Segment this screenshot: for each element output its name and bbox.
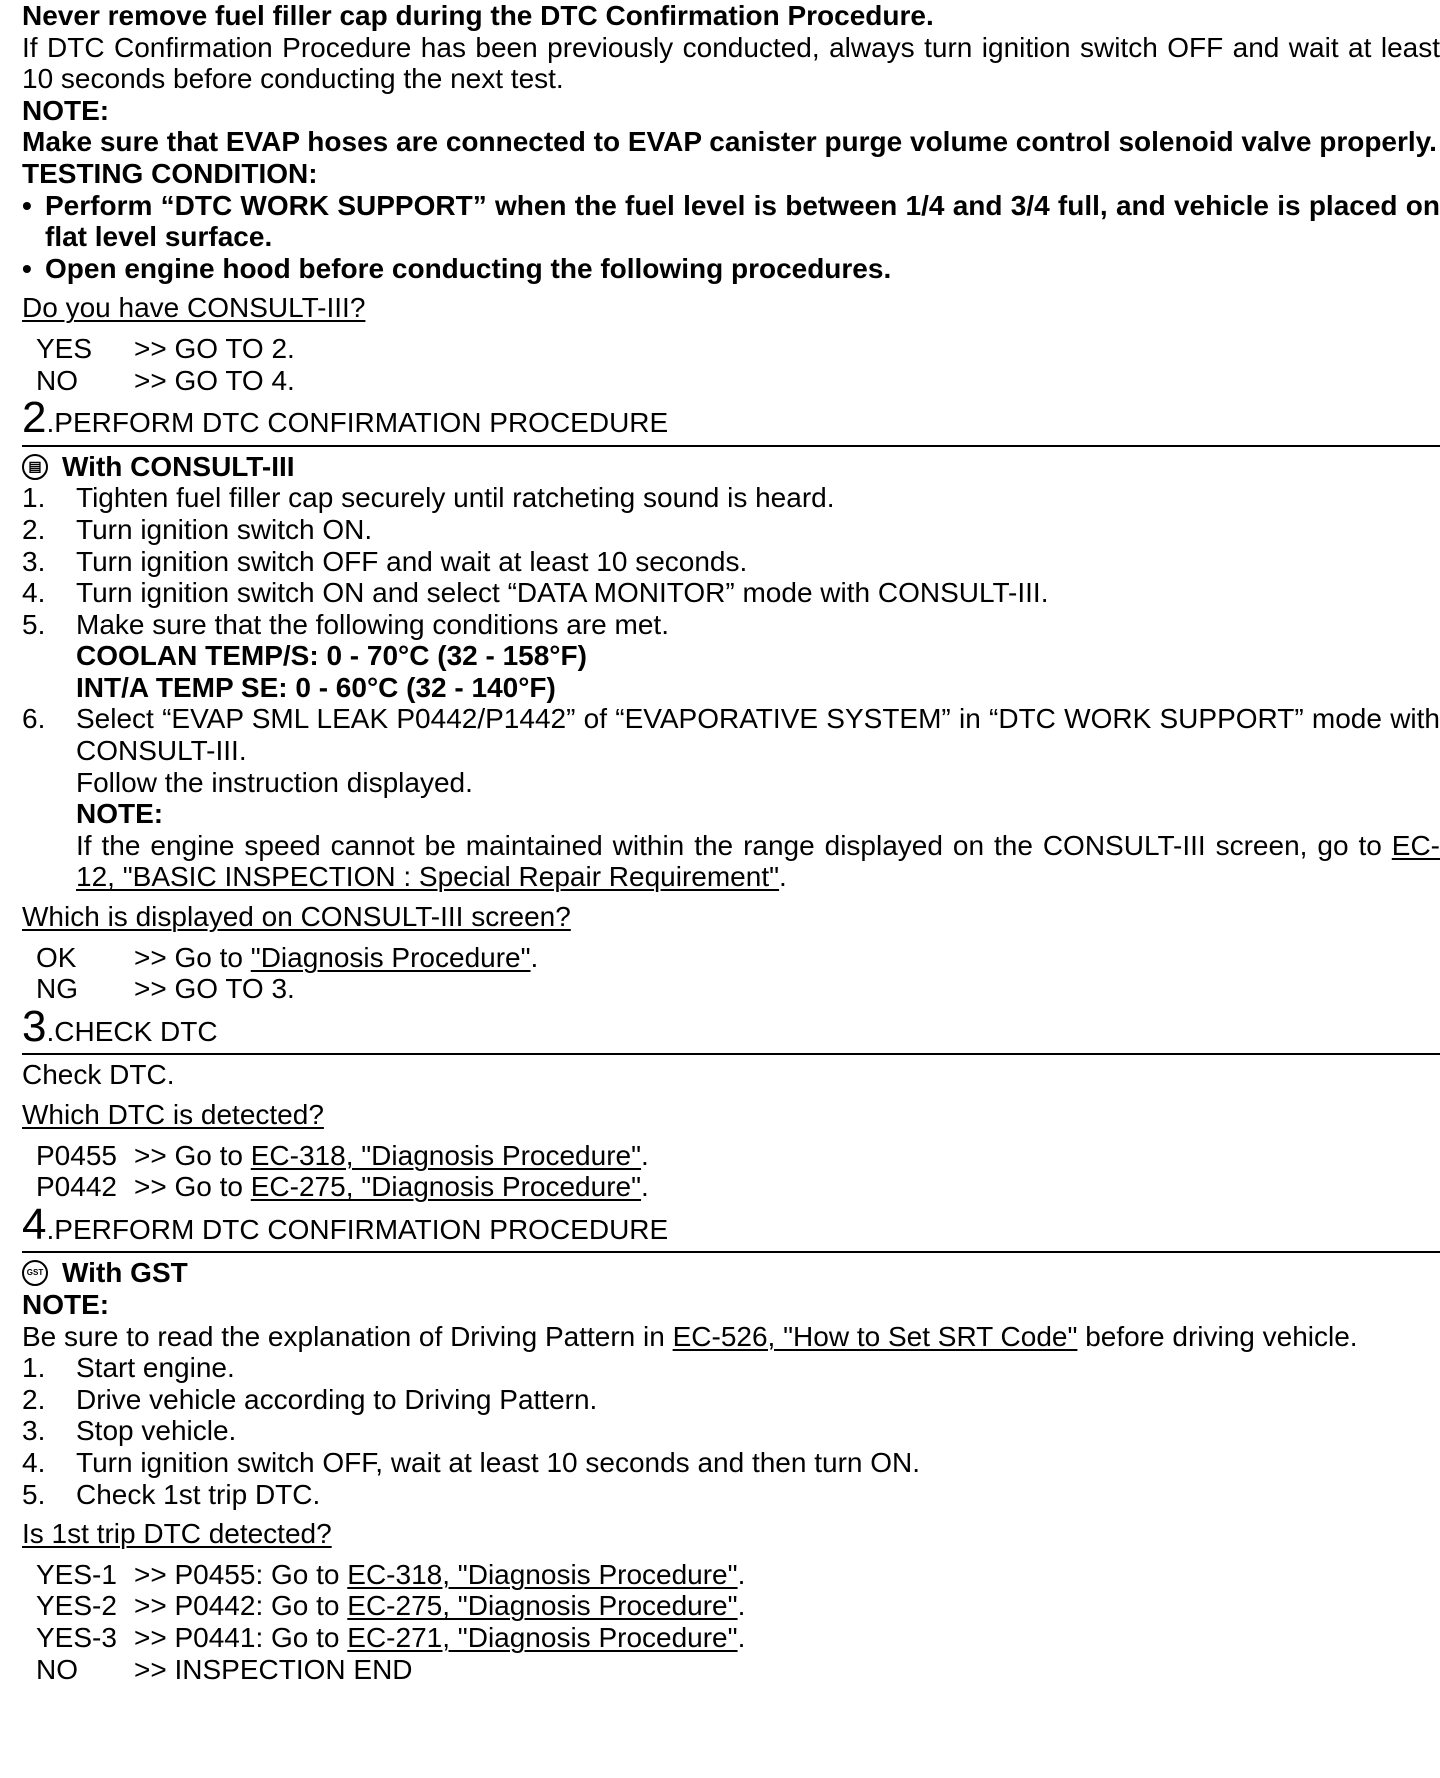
testing-condition-item: • Open engine hood before conducting the following procedures. (22, 252, 892, 284)
question-dtc: Which DTC is detected? (22, 1099, 324, 1130)
list-item: 4. Turn ignition switch ON and select “DATA MONITOR” mode with CONSULT-III. (22, 577, 1049, 609)
link-diagnosis-procedure[interactable]: "Diagnosis Procedure" (250, 941, 531, 973)
answer-row: P0455 >> Go to EC-318, "Diagnosis Procedure". (36, 1139, 649, 1171)
gst-tool-icon: GST (22, 1260, 48, 1286)
testing-condition-item: • Perform “DTC WORK SUPPORT” when the fuel level is between 1/4 and 3/4 full, and vehicle is placed on flat level surface. (22, 189, 1440, 253)
step-3-header: 3 . CHECK DTC (22, 1007, 1440, 1056)
subhead-gst: GST With GST (22, 1257, 1440, 1289)
condition-coolant: COOLAN TEMP/S: 0 - 70°C (32 - 158°F) (76, 640, 587, 672)
list-item: 5. Make sure that the following conditions are met. (22, 608, 669, 640)
link-ec-271[interactable]: EC-271, "Diagnosis Procedure" (347, 1621, 738, 1653)
condition-intake: INT/A TEMP SE: 0 - 60°C (32 - 140°F) (76, 671, 556, 703)
list-item: 5. Check 1st trip DTC. (22, 1478, 321, 1510)
step-2-header: 2 . PERFORM DTC CONFIRMATION PROCEDURE (22, 398, 1440, 447)
note-label: NOTE: (76, 798, 164, 830)
caution-ignition-text: If DTC Confirmation Procedure has been previously conducted, always turn ignition switch OFF and wait at least 10 seconds before conducting the next test. (22, 31, 1440, 95)
answer-row: P0442 >> Go to EC-275, "Diagnosis Procedure". (36, 1171, 649, 1203)
list-item: 3. Turn ignition switch OFF and wait at least 10 seconds. (22, 545, 748, 577)
answer-row: NG >> GO TO 3. (36, 973, 295, 1005)
link-ec-275[interactable]: EC-275, "Diagnosis Procedure" (347, 1590, 738, 1622)
list-item: 1. Tighten fuel filler cap securely until ratcheting sound is heard. (22, 482, 835, 514)
step-number: 4 (22, 1199, 47, 1249)
note-evap-hoses: Make sure that EVAP hoses are connected to EVAP canister purge volume control solenoid valve properly. (22, 126, 1437, 158)
link-ec-318[interactable]: EC-318, "Diagnosis Procedure" (347, 1558, 738, 1590)
bullet-icon: • (22, 252, 32, 284)
list-item: 2. Turn ignition switch ON. (22, 513, 373, 545)
list-item: 1. Start engine. (22, 1352, 235, 1384)
note-driving-pattern: Be sure to read the explanation of Driving Pattern in EC-526, "How to Set SRT Code" before driving vehicle. (22, 1320, 1358, 1352)
step-number: 3 (22, 1001, 47, 1051)
follow-instruction: Follow the instruction displayed. (76, 766, 473, 798)
list-item: 4. Turn ignition switch OFF, wait at least 10 seconds and then turn ON. (22, 1446, 921, 1478)
answer-row: YES-1 >> P0455: Go to EC-318, "Diagnosis Procedure". (36, 1558, 746, 1590)
note-engine-speed: If the engine speed cannot be maintained within the range displayed on the CONSULT-III screen, go to EC-12, "BASIC INSPECTION : Special Repair Requirement". (76, 829, 1440, 893)
subhead-consult: ▤ With CONSULT-III (22, 451, 1440, 483)
step-number: 2 (22, 393, 47, 443)
answer-row: YES-2 >> P0442: Go to EC-275, "Diagnosis Procedure". (36, 1590, 746, 1622)
question-consult: Do you have CONSULT-III? (22, 292, 366, 324)
link-ec-12[interactable]: EC-12, "BASIC INSPECTION : Special Repair Requirement" (76, 829, 1440, 893)
link-ec-275[interactable]: EC-275, "Diagnosis Procedure" (250, 1171, 642, 1203)
list-item: 2. Drive vehicle according to Driving Pattern. (22, 1383, 598, 1415)
list-item: 6. Select “EVAP SML LEAK P0442/P1442” of “EVAPORATIVE SYSTEM” in “DTC WORK SUPPORT” mode with CONSULT-III. (22, 703, 1440, 767)
bullet-icon: • (22, 189, 32, 221)
step-4-header: 4 . PERFORM DTC CONFIRMATION PROCEDURE (22, 1205, 1440, 1254)
step-title: CHECK DTC (54, 1015, 218, 1047)
answer-row: NO >> INSPECTION END (36, 1653, 413, 1685)
caution-fuel-cap: Never remove fuel filler cap during the DTC Confirmation Procedure. (22, 0, 934, 31)
testing-condition-label: TESTING CONDITION: (22, 157, 318, 189)
question-consult-screen: Which is displayed on CONSULT-III screen? (22, 901, 571, 933)
note-label: NOTE: (22, 94, 110, 126)
question-1st-trip: Is 1st trip DTC detected? (22, 1518, 332, 1550)
note-label: NOTE: (22, 1288, 110, 1320)
link-ec-318[interactable]: EC-318, "Diagnosis Procedure" (250, 1139, 642, 1171)
step-title: PERFORM DTC CONFIRMATION PROCEDURE (54, 407, 669, 439)
answer-row: YES-3 >> P0441: Go to EC-271, "Diagnosis Procedure". (36, 1621, 746, 1653)
answer-row: YES >> GO TO 2. (36, 332, 295, 364)
answer-row: OK >> Go to "Diagnosis Procedure". (36, 941, 539, 973)
check-dtc-text: Check DTC. (22, 1059, 175, 1091)
list-item: 3. Stop vehicle. (22, 1415, 237, 1447)
answer-row: NO >> GO TO 4. (36, 364, 295, 396)
consult-tool-icon: ▤ (22, 454, 48, 480)
step-title: PERFORM DTC CONFIRMATION PROCEDURE (54, 1213, 669, 1245)
link-ec-526[interactable]: EC-526, "How to Set SRT Code" (672, 1320, 1078, 1352)
